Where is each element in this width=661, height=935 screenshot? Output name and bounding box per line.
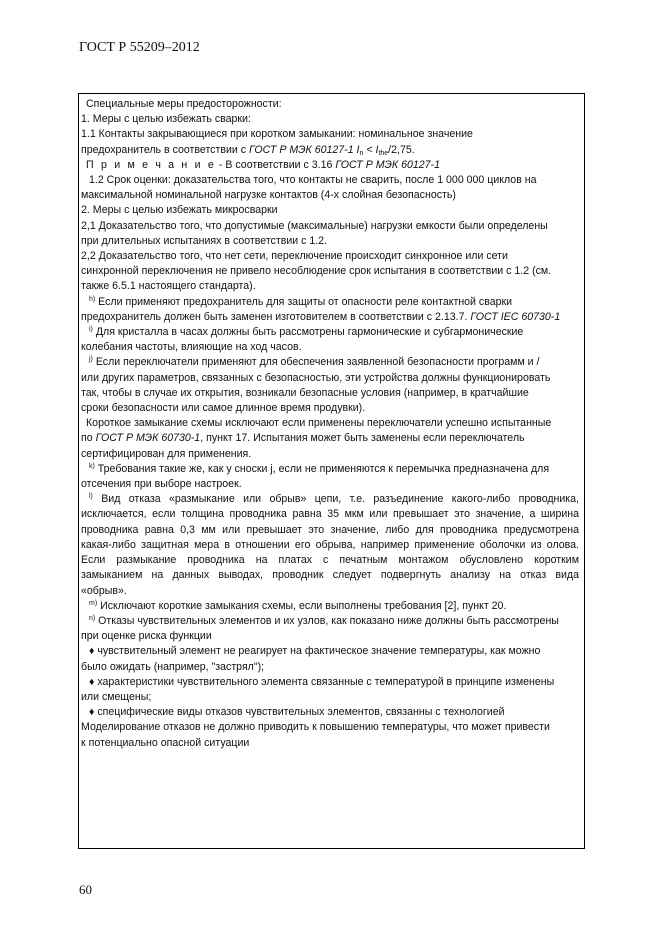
document-header: ГОСТ Р 55209–2012 [79,40,200,55]
text-line: 1.2 Срок оценки: доказательства того, что контакты не сварить, после 1 000 000 циклов на [89,174,537,187]
bullet-item: ♦ характеристики чувствительного элемента связанные с температурой в принципе изменены [89,675,555,688]
text-line: синхронной переключения не привело несоблюдение срок испытания в соответствии с 1.2 (см. [81,265,552,278]
text-line: также 6.5.1 настоящего стандарта). [81,280,256,293]
text-line: предохранитель должен быть заменен изготовителем в соответствии с 2.13.7. ГОСТ IEC 60730-1 [81,310,561,323]
footnote-line: $^{h)}$ Если применяют предохранитель для защиты от опасности реле контактной сварки [89,295,513,308]
text-line: сертифицирован для применения. [81,447,252,460]
text-line: Если размыкание проводника на платах с печатным монтажом обусловлено коротким [81,554,579,567]
text-line: 1.1 Контакты закрывающиеся при коротком замыкании: номинальное значение [81,128,473,141]
text-line: 2,1 Доказательство того, что допустимые (максимальные) нагрузки емкости были определены [81,219,548,232]
text-line: при оценке риска функции [81,630,212,643]
text-line: к потенциально опасной ситуации [81,736,250,749]
footnote-line: $^{i)}$ Для кристалла в часах должны быть рассмотрены гармонические и субгармонические [89,326,524,339]
bullet-item: ♦ специфические виды отказов чувствительных элементов, связанны с технологией [89,706,505,719]
text-line: так, чтобы в случае их открытия, возникали безопасные условия (например, в кратчайшие [81,386,529,399]
footnote-line: $^{n)}$ Отказы чувствительных элементов и их узлов, как показано ниже должны быть рассмотрены [89,614,559,627]
text-line: или смещены; [81,690,152,703]
text-line: замыканием на данных выводах, проводник следует подвергнуть анализу на отказ вида [81,569,579,582]
footnote-line: $^{m)}$ Исключают короткие замыкания схемы, если выполнены требования [2], пункт 20. [89,599,507,612]
text-line: проводника равна 0,3 мм или превышает это значение, либо для проводника предусмотрена [81,523,579,536]
text-line: сроки безопасности или самое длинное время продувки). [81,402,366,415]
text-line: максимальной номинальной нагрузке контактов (4-х слойная безопасность) [81,189,456,202]
text-line: при длительных испытаниях в соответствии с 1.2. [81,234,328,247]
note-line: П р и м е ч а н и е - В соответствии с 3.16 ГОСТ Р МЭК 60127-1 [86,158,440,171]
content-frame [78,93,585,849]
text-line: какая-либо защитная мера в отношении его обрыва, например применение оболочки из олова. [81,538,579,551]
footnote-line: $^{k)}$ Требования такие же, как у сноски j, если не применяются к перемычка предназначена для [89,462,550,475]
text-line: было ожидать (например, "застрял"); [81,660,265,673]
text-line: Короткое замыкание схемы исключают если применены переключатели успешно испытанные [86,417,552,430]
text-line: отсечения при выборе настроек. [81,478,242,491]
footnote-line: $^{j)}$ Если переключатели применяют для обеспечения заявленной безопасности программ и / [89,356,540,369]
text-line: колебания частоты, влияющие на ход часов. [81,341,302,354]
text-line: Специальные меры предосторожности: [86,98,282,110]
text-line: по ГОСТ Р МЭК 60730-1, пункт 17. Испытания может быть заменены если переключатель [81,432,525,445]
page-number: 60 [79,882,92,897]
bullet-item: ♦ чувствительный элемент не реагирует на фактическое значение температуры, как можно [89,645,541,658]
footnote-line: $^{l)}$ Вид отказа «размыкание или обрыв» цепи, т.е. разъединение какого-либо проводника, [89,493,579,506]
text-line: «обрыв». [81,584,127,597]
text-line: предохранитель в соответствии с ГОСТ Р МЭК 60127-1 $I_n < I_{the}/2,75$. [81,143,415,157]
text-line: исключается, если толщина проводника равна 35 мкм или превышает это значение, а ширина [81,508,579,521]
text-line: 2,2 Доказательство того, что нет сети, переключение происходит синхронное или сети [81,250,508,263]
text-line: 1. Меры с целью избежать сварки: [81,113,251,126]
text-line: или других параметров, связанных с безопасностью, эти устройства должны функционировать [81,371,551,384]
text-line: 2. Меры с целью избежать микросварки [81,204,278,217]
text-line: Моделирование отказов не должно приводить к повышению температуры, что может привести [81,721,550,734]
